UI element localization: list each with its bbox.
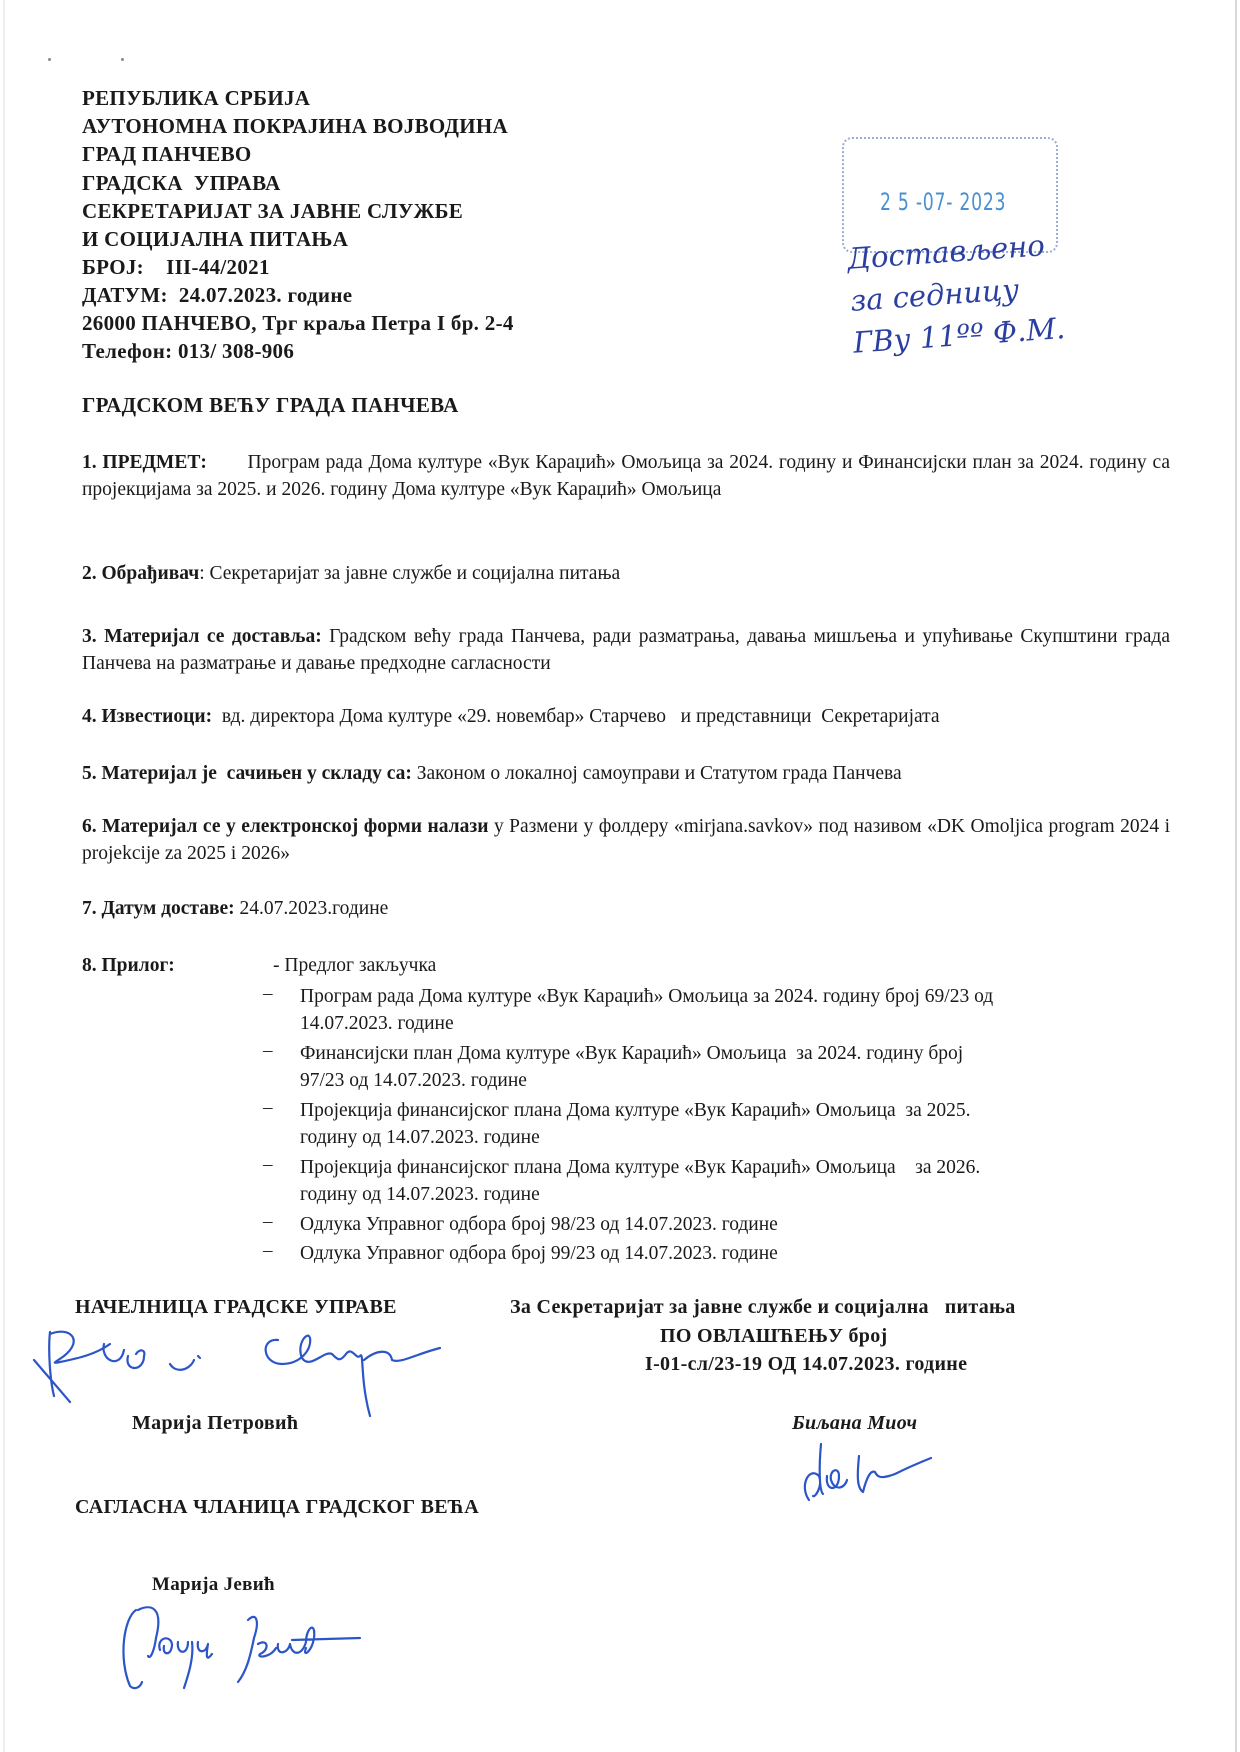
attachment-line: Програм рада Дома културе «Вук Караџић» Омољица за 2024. годину број 69/23 од <box>300 986 994 1007</box>
item-text: Градском већу града Панчева, ради разматрања, давања мишљења и упућивање Скупштини града Панчева на разматрање и давање предходне сагласности <box>82 626 1171 674</box>
item-electronic-location <box>82 813 1170 867</box>
item-text: 24.07.2023.године <box>239 898 389 919</box>
scan-right-edge <box>1235 0 1237 1752</box>
dash-bullet: – <box>263 1097 273 1118</box>
recipient: ГРАДСКОМ ВЕЋУ ГРАДА ПАНЧЕВА <box>82 393 459 417</box>
letterhead-line: АУТОНОМНА ПОКРАЈИНА ВОЈВОДИНА <box>82 114 508 138</box>
attachment-item <box>300 1097 1160 1151</box>
item-label: 3. Материјал се доставља: <box>82 626 322 647</box>
item-text: у Размени у фолдеру «mirjana.savkov» под називом «DK Omoljica program 2024 i projekcije za 2025 i 2026» <box>82 816 1171 864</box>
stamp-date: 2 5 -07- 2023 <box>880 188 1007 216</box>
signature-mioc <box>795 1436 935 1506</box>
attachment-line: Пројекција финансијског плана Дома културе «Вук Караџић» Омољица за 2026. <box>300 1157 981 1178</box>
attachment-line: 14.07.2023. године <box>300 1013 454 1034</box>
attachment-line: Пројекција финансијског плана Дома културе «Вук Караџић» Омољица за 2025. <box>300 1100 971 1121</box>
attachment-line: 97/23 од 14.07.2023. године <box>300 1070 527 1091</box>
dash-bullet: – <box>263 1154 273 1175</box>
scan-left-edge <box>3 0 5 1752</box>
attachment-line: годину од 14.07.2023. године <box>300 1127 540 1148</box>
signatory-name-left: Марија Петровић <box>132 1412 299 1434</box>
council-member-title: САГЛАСНА ЧЛАНИЦА ГРАДСКОГ ВЕЋА <box>75 1496 479 1518</box>
item-label: 1. ПРЕДМЕТ: <box>82 452 207 473</box>
item-reporters <box>82 706 940 728</box>
item-text: Програм рада Дома културе «Вук Караџић» Омољица за 2024. годину и Финансијски план за 2024. годину са пројекцијама за 2025. и 2026. годину Дома културе «Вук Караџић» Омољица <box>82 452 1170 500</box>
authorization-label: ПО ОВЛАШЋЕЊУ број <box>660 1325 888 1347</box>
attachment-item: - Предлог закључка <box>273 955 437 976</box>
signatory-name-right: Биљана Миоч <box>792 1412 918 1434</box>
item-label: 2. Обрађивач <box>82 563 200 584</box>
signature-petrovic <box>20 1320 470 1420</box>
attachment-line: Одлука Управног одбора број 98/23 од 14.07.2023. године <box>300 1214 778 1235</box>
item-label: 4. Известиоци: <box>82 706 213 727</box>
signatory-title-right: За Секретаријат за јавне службе и социјална питања <box>510 1296 1016 1318</box>
attachment-line: Одлука Управног одбора број 99/23 од 14.07.2023. године <box>300 1243 778 1264</box>
scan-speck <box>48 58 51 61</box>
letterhead-line: ГРАДСКА УПРАВА <box>82 171 281 195</box>
item-subject <box>82 449 1170 503</box>
item-author <box>82 563 620 585</box>
attachment-item <box>300 1040 1160 1094</box>
scan-speck <box>121 58 124 61</box>
item-text: Законом о локалној самоуправи и Статутом града Панчева <box>416 763 902 784</box>
attachments-label: 8. Прилог: <box>82 955 175 976</box>
item-label: 6. Материјал се у електронској форми налази <box>82 816 489 837</box>
dash-bullet: – <box>263 983 273 1004</box>
document-number: БРОЈ: III-44/2021 <box>82 255 270 279</box>
attachment-item <box>300 983 1160 1037</box>
item-legal-basis <box>82 763 902 785</box>
letterhead-line: СЕКРЕТАРИЈАТ ЗА ЈАВНЕ СЛУЖБЕ <box>82 199 464 223</box>
dash-bullet: – <box>263 1040 273 1061</box>
attachment-item <box>300 1240 1160 1267</box>
council-member-name: Марија Јевић <box>152 1574 275 1595</box>
phone: Телефон: 013/ 308-906 <box>82 339 295 363</box>
attachment-item <box>300 1211 1160 1238</box>
letterhead-line: ГРАД ПАНЧЕВО <box>82 142 252 166</box>
item-text: : Секретаријат за јавне службе и социјална питања <box>199 563 621 584</box>
letterhead-line: И СОЦИЈАЛНА ПИТАЊА <box>82 227 349 251</box>
dash-bullet: – <box>263 1240 273 1261</box>
signature-jevic <box>110 1598 370 1698</box>
letterhead-line: РЕПУБЛИКА СРБИЈА <box>82 86 311 110</box>
attachment-line: годину од 14.07.2023. године <box>300 1184 540 1205</box>
authorization-reference: I-01-сл/23-19 ОД 14.07.2023. године <box>645 1353 968 1375</box>
attachment-item <box>300 1154 1160 1208</box>
document-date: ДАТУМ: 24.07.2023. године <box>82 283 353 307</box>
signatory-title-left: НАЧЕЛНИЦА ГРАДСКЕ УПРАВЕ <box>75 1296 397 1318</box>
item-label: 7. Датум доставе: <box>82 898 235 919</box>
attachment-line: Финансијски план Дома културе «Вук Караџић» Омољица за 2024. годину број <box>300 1043 964 1064</box>
item-delivery-date <box>82 898 388 920</box>
dash-bullet: – <box>263 1211 273 1232</box>
item-label: 5. Материјал је сачињен у складу са: <box>82 763 412 784</box>
item-delivered-to <box>82 623 1170 677</box>
handwritten-note: Достављено за седницу ГВу 11ºº Ф.М. <box>846 228 1067 360</box>
address: 26000 ПАНЧЕВО, Трг краља Петра I бр. 2-4 <box>82 311 514 335</box>
item-text: вд. директора Дома културе «29. новембар» Старчево и представници Секретаријата <box>221 706 940 727</box>
